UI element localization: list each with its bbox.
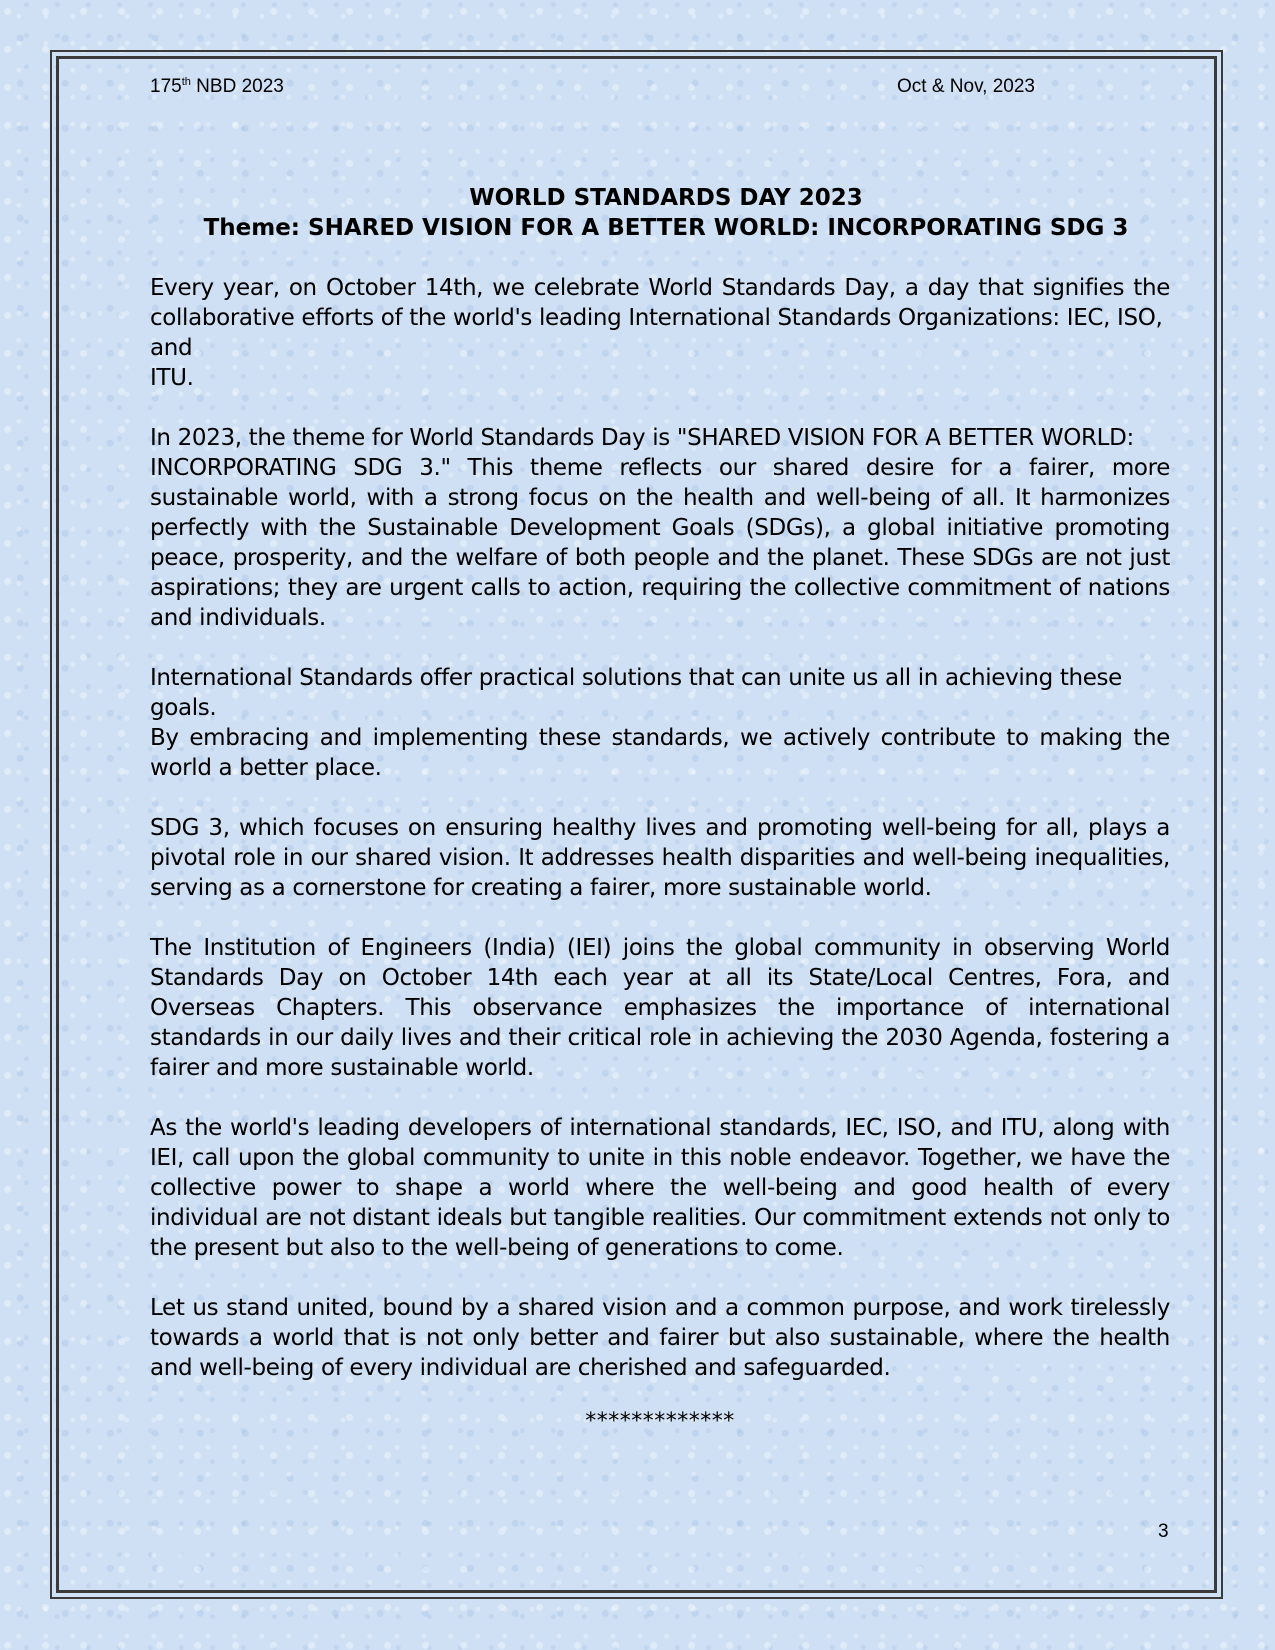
header-issue: [150, 75, 284, 99]
paragraph-2: [150, 423, 1170, 633]
paragraph-6: As the world's leading developers of international standards, IEC, ISO, and ITU, along with IEI, call upon the global community to unite in this noble endeavor. Together, we have the collective power to shape a world where the well-being and good health of every individual are not distant ideals but tangible realities. Our commitment extends not only to the present but also to the well-being of generations to come.: [150, 1115, 1170, 1261]
page-number: 3: [1158, 1521, 1169, 1542]
paragraph-2-text: INCORPORATING SDG 3." This theme reflects our shared desire for a fairer, more sustainable world, with a strong focus on the health and well-being of all. It harmonizes perfectly with the Sustainable Development Goals (SDGs), a global initiative promoting peace, prosperity, and the welfare of both people and the planet. These SDGs are not just aspirations; they are urgent calls to action, requiring the collective commitment of nations and individuals.: [150, 455, 1170, 631]
paragraph-1: [150, 273, 1170, 393]
article-subtitle: Theme: SHARED VISION FOR A BETTER WORLD: INCORPORATING SDG 3: [203, 215, 1129, 241]
paragraph-1-itu: ITU.: [150, 365, 194, 391]
paragraph-1-and: and: [150, 335, 193, 361]
article-title: WORLD STANDARDS DAY 2023: [469, 185, 863, 211]
paragraph-3-text: International Standards offer practical solutions that can unite us all in achieving these: [150, 665, 1122, 691]
header-date: Oct & Nov, 2023: [897, 76, 1035, 97]
header-issue-rest: NBD 2023: [190, 76, 284, 97]
paragraph-4: SDG 3, which focuses on ensuring healthy lives and promoting well-being for all, plays a pivotal role in our shared vision. It addresses health disparities and well-being inequalities, serving as a cornerstone for creating a fairer, more sustainable world.: [150, 815, 1170, 901]
separator-stars: *************: [585, 1409, 735, 1434]
paragraph-7: Let us stand united, bound by a shared vision and a common purpose, and work tirelessly towards a world that is not only better and fairer but also sustainable, where the health and well-being of every individual are cherished and safeguarded.: [150, 1295, 1170, 1381]
paragraph-1-text: Every year, on October 14th, we celebrate World Standards Day, a day that signifies the collaborative efforts of the world's leading International Standards Organizations: IEC, ISO,: [150, 275, 1170, 331]
paragraph-3-goals: goals.: [150, 695, 217, 721]
header-issue-suffix: th: [181, 76, 191, 88]
header-issue-number: 175: [150, 76, 182, 97]
article-body: [150, 183, 1170, 1437]
paragraph-3b-text: By embracing and implementing these standards, we actively contribute to making the world a better place.: [150, 725, 1170, 781]
paragraph-2-line1: In 2023, the theme for World Standards Day is "SHARED VISION FOR A BETTER WORLD:: [150, 425, 1134, 451]
paragraph-3: [150, 663, 1170, 783]
paragraph-5: The Institution of Engineers (India) (IEI) joins the global community in observing World Standards Day on October 14th each year at all its State/Local Centres, Fora, and Overseas Chapters. This observance emphasizes the importance of international standards in our daily lives and their critical role in achieving the 2030 Agenda, fostering a fairer and more sustainable world.: [150, 935, 1170, 1081]
